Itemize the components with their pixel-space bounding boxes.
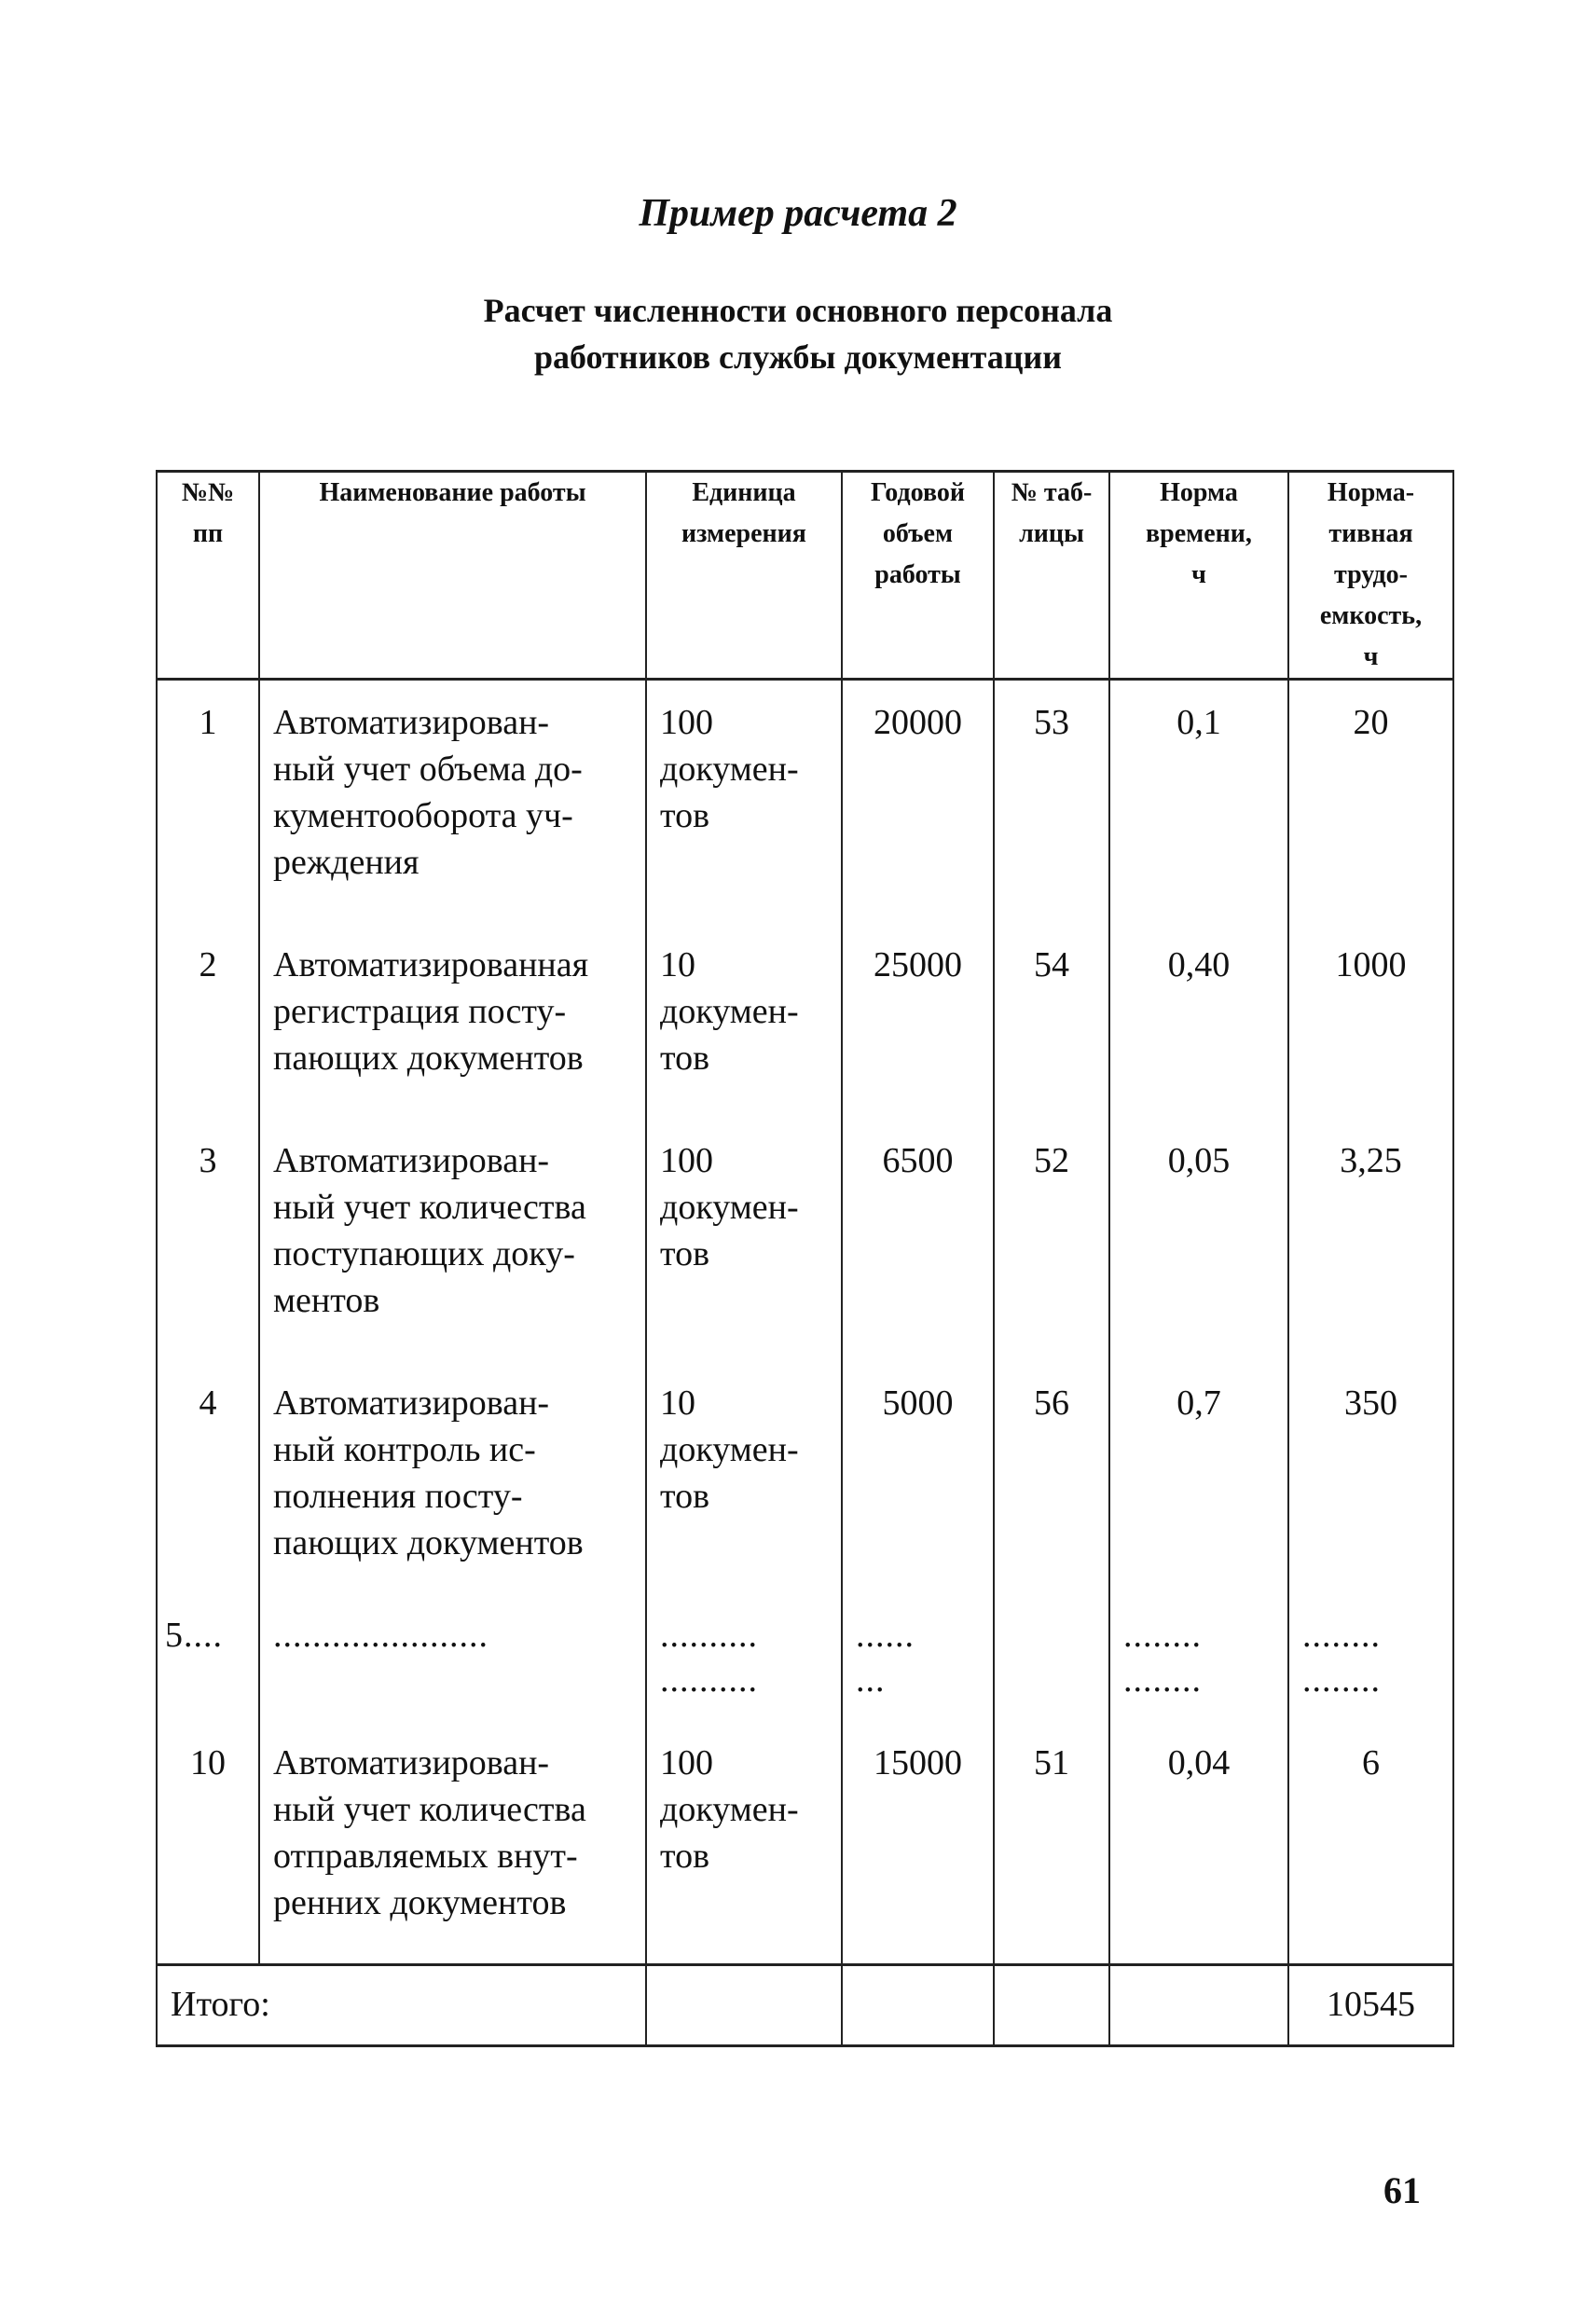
header-volume: Годовой объем работы (842, 472, 994, 680)
total-empty-cell (1109, 1965, 1288, 2046)
cell-table-no: 52 (994, 1119, 1109, 1361)
cell-unit: 100 докумен- тов (646, 1721, 842, 1965)
header-labor: Норма- тивная трудо- емкость, ч (1288, 472, 1453, 680)
header-unit: Единица измерения (646, 472, 842, 680)
cell-unit: 100 докумен- тов (646, 680, 842, 924)
total-row (157, 1965, 1453, 2046)
table-row (157, 1119, 1453, 1361)
table-header-row (157, 472, 1453, 680)
cell-table-no: 56 (994, 1361, 1109, 1603)
cell-labor: 20 (1288, 680, 1453, 924)
cell-volume: 15000 (842, 1721, 994, 1965)
cell-table-no (994, 1603, 1109, 1721)
cell-name: Автоматизирован- ный контроль ис- полнения посту- пающих документов (259, 1361, 646, 1603)
cell-time-norm: 0,7 (1109, 1361, 1288, 1603)
cell-labor: ........ ........ (1288, 1603, 1453, 1721)
cell-name: ...................... (259, 1603, 646, 1721)
ellipsis-row (157, 1603, 1453, 1721)
cell-name: Автоматизирован- ный учет объема до- кументооборота уч- реждения (259, 680, 646, 924)
cell-labor: 3,25 (1288, 1119, 1453, 1361)
cell-name: Автоматизирован- ный учет количества поступающих доку- ментов (259, 1119, 646, 1361)
table-title-line-1: Расчет численности основного персонала (483, 292, 1113, 329)
cell-labor: 1000 (1288, 923, 1453, 1119)
cell-name: Автоматизирован- ный учет количества отправляемых внут- ренних документов (259, 1721, 646, 1965)
cell-unit: 100 докумен- тов (646, 1119, 842, 1361)
cell-time-norm: ........ ........ (1109, 1603, 1288, 1721)
table-row (157, 1721, 1453, 1965)
cell-num: 2 (157, 923, 259, 1119)
cell-num: 4 (157, 1361, 259, 1603)
cell-num: 10 (157, 1721, 259, 1965)
cell-unit: .......... .......... (646, 1603, 842, 1721)
cell-table-no: 51 (994, 1721, 1109, 1965)
cell-volume: 6500 (842, 1119, 994, 1361)
total-empty-cell (646, 1965, 842, 2046)
cell-volume: ...... ... (842, 1603, 994, 1721)
header-name: Наименование работы (259, 472, 646, 680)
table-title (0, 287, 1596, 380)
cell-time-norm: 0,1 (1109, 680, 1288, 924)
cell-num: 3 (157, 1119, 259, 1361)
table-row (157, 1361, 1453, 1603)
table-row (157, 923, 1453, 1119)
table-row (157, 680, 1453, 924)
total-value: 10545 (1288, 1965, 1453, 2046)
header-num: №№ пп (157, 472, 259, 680)
cell-volume: 20000 (842, 680, 994, 924)
header-time-norm: Норма времени, ч (1109, 472, 1288, 680)
cell-unit: 10 докумен- тов (646, 1361, 842, 1603)
cell-labor: 6 (1288, 1721, 1453, 1965)
total-empty-cell (994, 1965, 1109, 2046)
table-title-line-2: работников службы документации (533, 338, 1063, 376)
cell-num: 1 (157, 680, 259, 924)
cell-time-norm: 0,40 (1109, 923, 1288, 1119)
cell-table-no: 54 (994, 923, 1109, 1119)
cell-name: Автоматизированная регистрация посту- пающих документов (259, 923, 646, 1119)
cell-unit: 10 докумен- тов (646, 923, 842, 1119)
page-number: 61 (1383, 2169, 1421, 2211)
cell-num: 5.... (157, 1603, 259, 1721)
example-caption: Пример расчета 2 (639, 192, 957, 235)
cell-table-no: 53 (994, 680, 1109, 924)
cell-volume: 5000 (842, 1361, 994, 1603)
cell-time-norm: 0,04 (1109, 1721, 1288, 1965)
header-table-no: № таб- лицы (994, 472, 1109, 680)
staff-calculation-table (156, 470, 1454, 2047)
cell-volume: 25000 (842, 923, 994, 1119)
cell-time-norm: 0,05 (1109, 1119, 1288, 1361)
total-empty-cell (842, 1965, 994, 2046)
total-label: Итого: (157, 1965, 646, 2046)
cell-labor: 350 (1288, 1361, 1453, 1603)
